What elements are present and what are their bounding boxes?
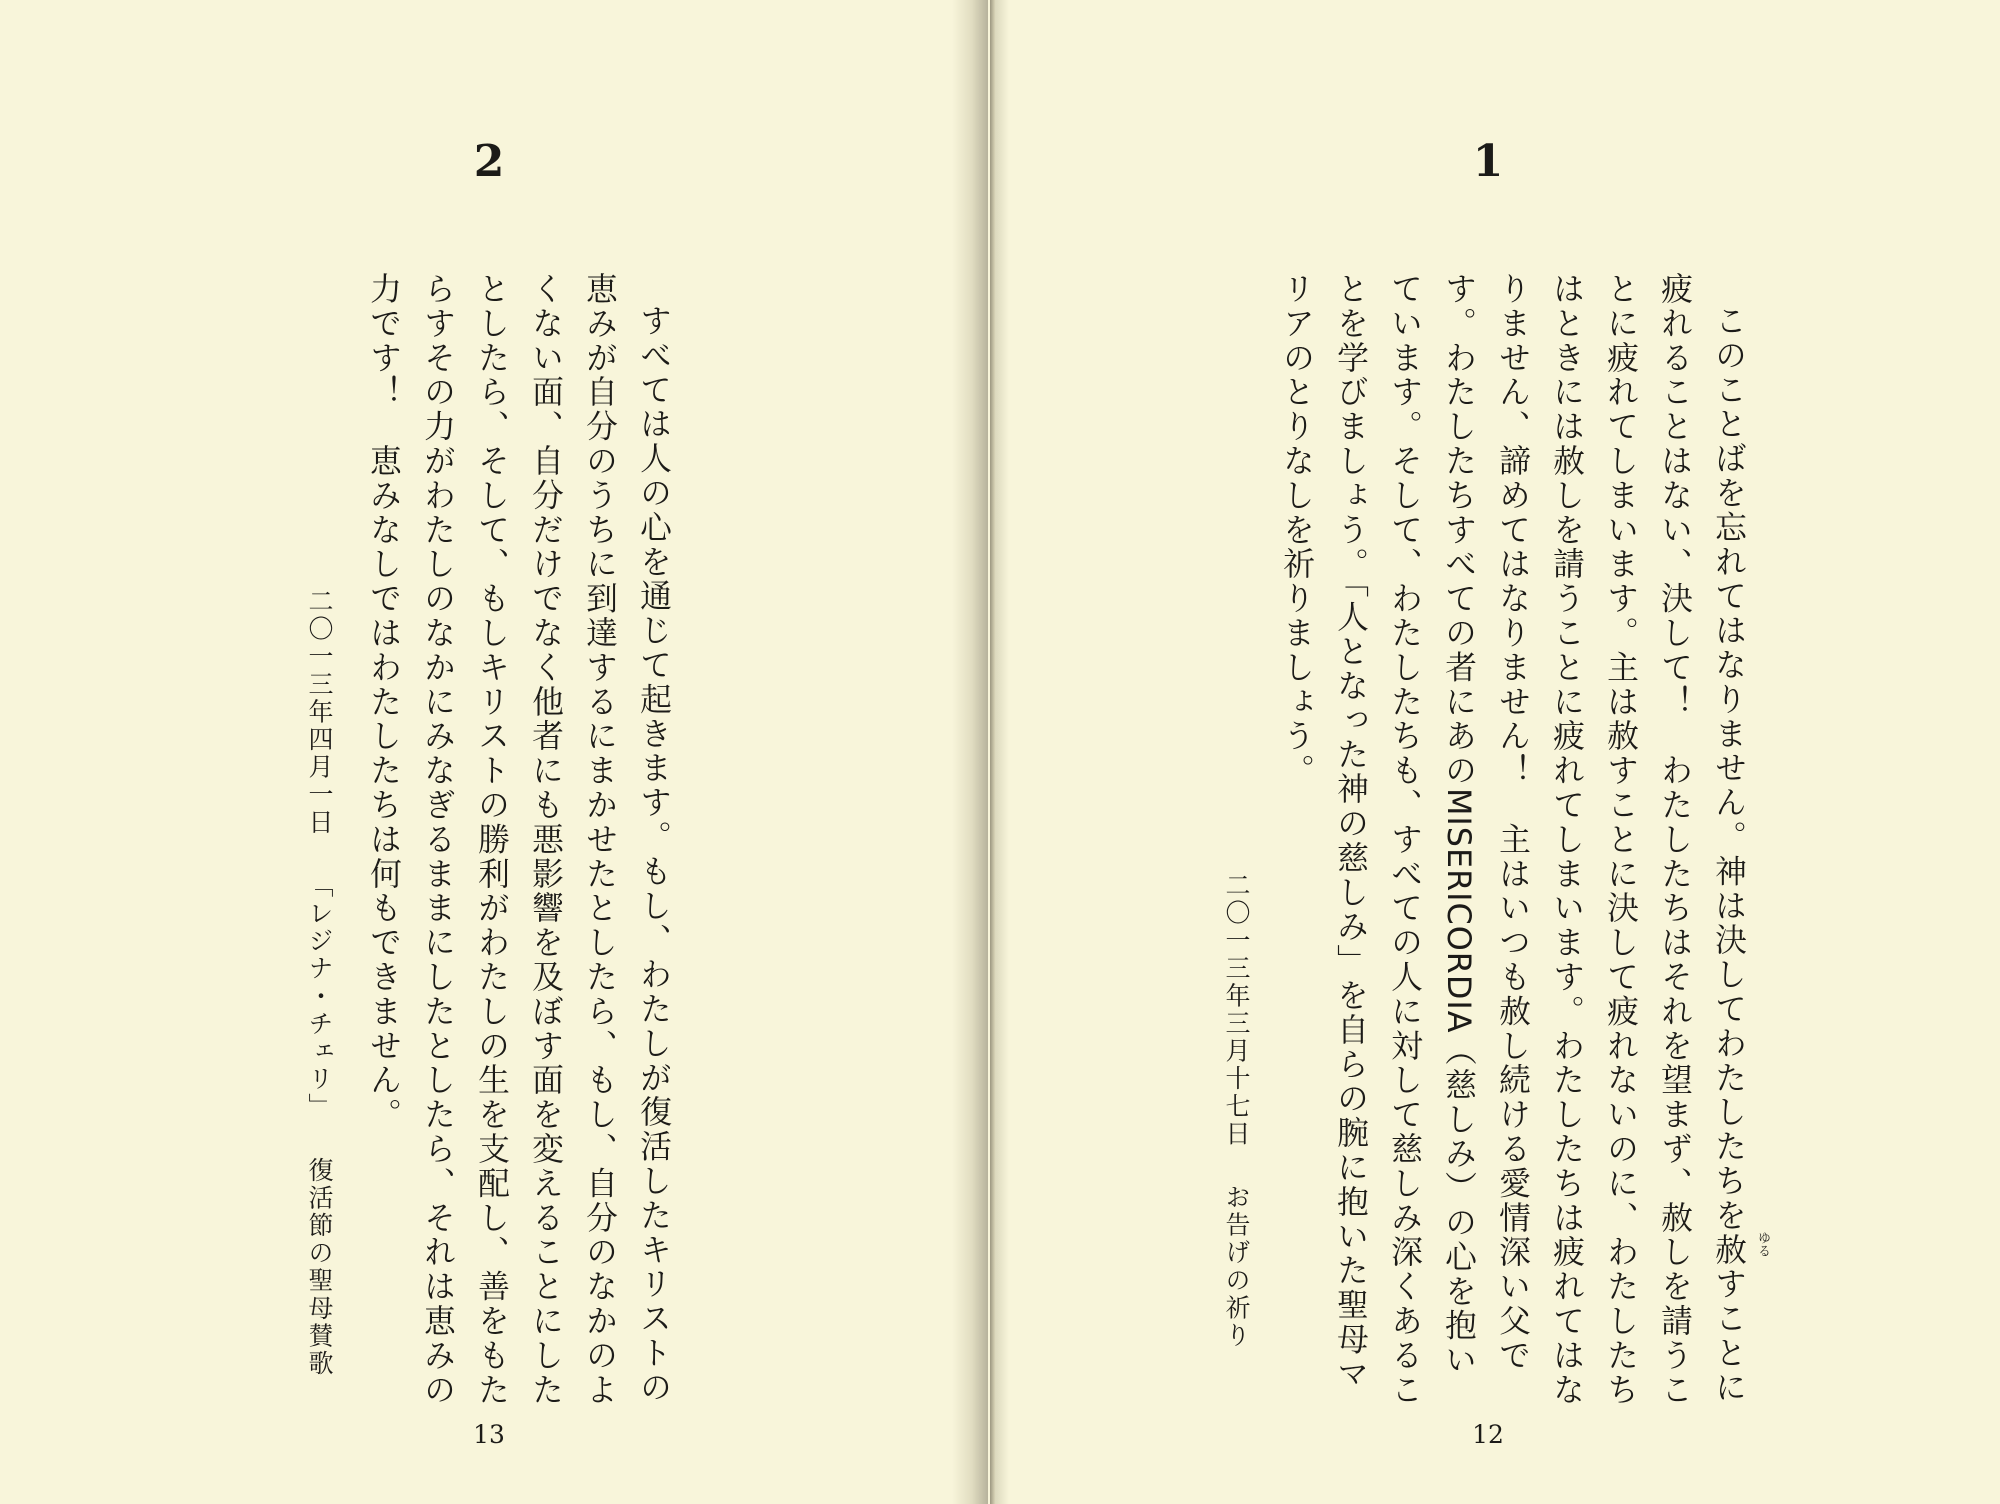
text-segment: （慈しみ）の心を抱い <box>1440 1033 1477 1378</box>
page-number: 13 <box>473 1420 505 1449</box>
text-segment: このことばを忘れてはなりません。神は決してわたしたちを <box>1710 304 1747 1233</box>
text-line: とに疲れてしまいます。主は赦すことに決して疲れないのに、わたしたち <box>1602 272 1639 1408</box>
book-gutter <box>952 0 988 1504</box>
text-line: くない面、自分だけでなく他者にも悪影響を及ぼす面を変えることにした <box>527 272 564 1408</box>
left-page <box>0 0 990 1504</box>
ruby-annotation <box>1710 1230 1770 1268</box>
credit-date: 二〇一三年四月一日 <box>305 588 334 837</box>
source-credit <box>1221 872 1251 1350</box>
source-credit <box>304 588 334 1378</box>
latin-word: MISERICORDIA <box>1440 788 1477 1034</box>
text-line: リアのとりなしを祈りましょう。 <box>1278 272 1315 788</box>
text-line: 力です！ 恵みなしではわたしたちは何もできません。 <box>365 272 402 1132</box>
text-line: 疲れることはない、決して！ わたしたちはそれを望まず、赦しを請うこ <box>1656 272 1693 1408</box>
chapter-number: 1 <box>1472 136 1504 187</box>
credit-date: 二〇一三年三月十七日 <box>1222 872 1251 1148</box>
chapter-text <box>356 272 680 1407</box>
text-line: としたら、そして、もしキリストの勝利がわたしの生を支配し、善をもた <box>473 272 510 1408</box>
credit-occasion: 復活節の聖母賛歌 <box>305 1156 334 1378</box>
ruby-reading: ゆる <box>1755 1230 1770 1257</box>
right-page <box>995 0 2000 1504</box>
text-line: とを学びましょう。「人となった神の慈しみ」を自らの腕に抱いた聖母マ <box>1332 272 1369 1392</box>
chapter-number: 2 <box>473 136 505 187</box>
text-segment: す。わたしたちすべての者にあの <box>1440 272 1477 788</box>
text-line: 恵みが自分のうちに到達するにまかせたとしたら、もし、自分のなかのよ <box>581 272 618 1408</box>
text-line: はときには赦しを請うことに疲れてしまいます。わたしたちは疲れてはな <box>1548 272 1585 1408</box>
text-line: すべては人の心を通じて起きます。もし、わたしが復活したキリストの <box>635 304 672 1405</box>
text-line: りません、諦めてはなりません！ 主はいつも赦し続ける愛情深い父で <box>1494 272 1531 1373</box>
credit-occasion: お告げの祈り <box>1222 1184 1251 1350</box>
credit-source: 「レジナ・チェリ」 <box>305 872 334 1121</box>
page-number: 12 <box>1472 1420 1504 1449</box>
text-line: ています。そして、わたしたちも、すべての人に対して慈しみ深くあるこ <box>1386 272 1423 1408</box>
chapter-text <box>1269 272 1770 1408</box>
text-line: らすその力がわたしのなかにみなぎるままにしたとしたら、それは恵みの <box>419 272 456 1408</box>
text-segment: すことに <box>1710 1267 1747 1405</box>
ruby-base: 赦 <box>1710 1232 1747 1268</box>
